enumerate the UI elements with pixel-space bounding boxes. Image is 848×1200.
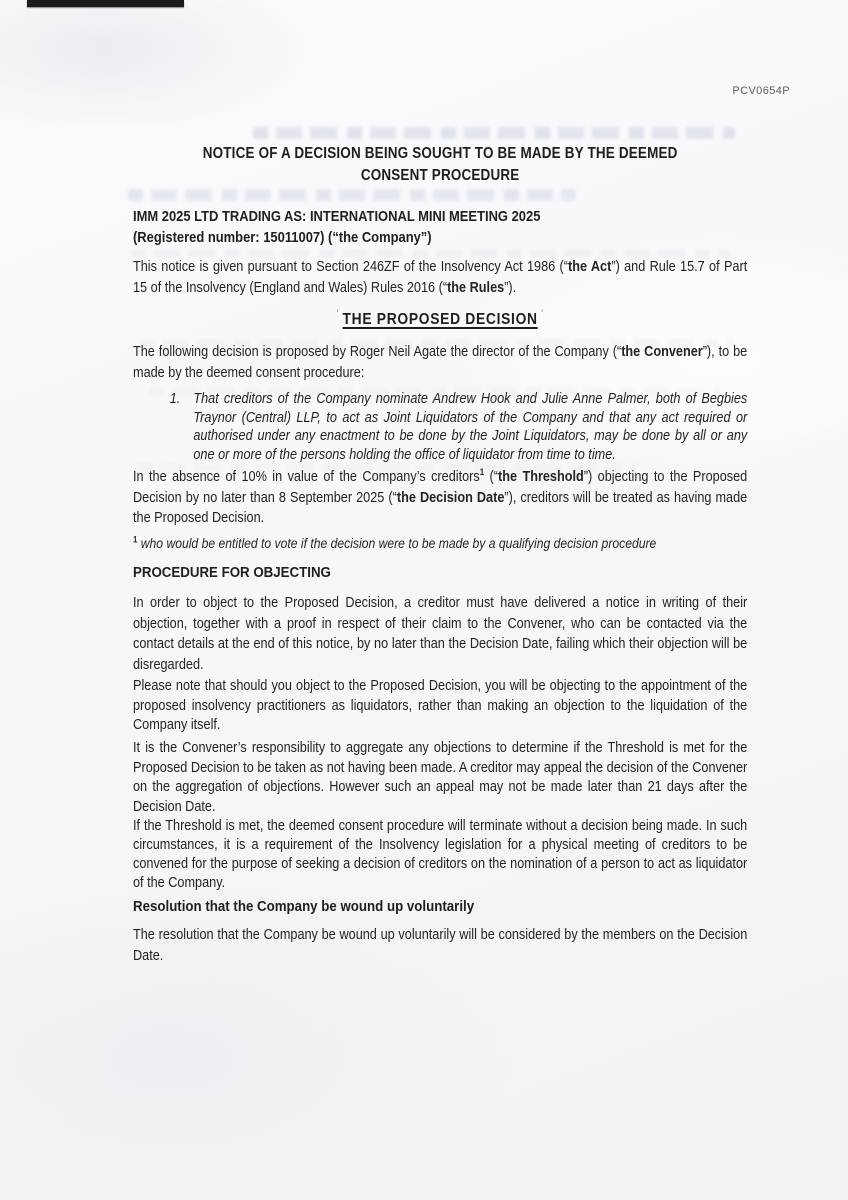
footnote-text: who would be entitled to vote if the decision were to be made by a qualifying decision procedure [137,535,657,551]
procedure-for-objecting-heading: PROCEDURE FOR OBJECTING [133,564,331,581]
footnote-reference: 1 [479,467,485,478]
company-name: IMM 2025 LTD TRADING AS: INTERNATIONAL MINI MEETING 2025 [133,209,541,225]
text-run: ”), to be made by the deemed consent procedure: [133,344,748,381]
text-run: ”), creditors will be treated as having made the Proposed Decision. [133,489,748,526]
scan-quote-artifact: ' [336,308,340,320]
objection-requirements-paragraph: In order to object to the Proposed Decision, a creditor must have delivered a notice in writing of their objection, together with a proof in respect of their claim to the Convener, who can be contacted via the contact details at the end of this notice, by no later than the Decision Date, failing which their objection will be disregarded. [133,595,748,673]
document-reference-code: PCV0654P [732,85,790,97]
proposed-decision-list [133,390,747,464]
text-run: In the absence of 10% in value of the Company’s creditors [133,469,480,485]
resolution-heading: Resolution that the Company be wound up voluntarily [133,898,475,915]
list-item [133,390,747,464]
text-run: ”) and Rule 15.7 of Part 15 of the Insolvency (England and Wales) Rules 2016 (“ [133,259,748,296]
bleed-through-artifact [253,127,735,139]
text-run: ”). [504,279,517,296]
footnote-marker: 1 [133,534,138,545]
bold-run: the Act [567,259,612,275]
proposed-decision-heading [133,309,747,332]
decision-intro-paragraph [133,342,747,383]
heading-text: THE PROPOSED DECISION [342,311,538,328]
title-line-1: NOTICE OF A DECISION BEING SOUGHT TO BE MADE BY THE DEEMED [202,145,678,162]
aggregation-appeal-paragraph: It is the Convener’s responsibility to aggregate any objections to determine if the Threshold is met for the Proposed Decision to be taken as not having been made. A creditor may appeal the decision of the Convener on the aggregation of objections. However such an appeal may not be made later than 21 days after the Decision Date. [133,740,748,815]
threshold-met-paragraph: If the Threshold is met, the deemed consent procedure will terminate without a decision being made. In such circumstances, it is a requirement of the Insolvency legislation for a physical meeting of creditors to be convened for the purpose of seeking a decision of creditors on the nomination of a person to act as liquidator of the Company. [133,818,748,891]
scan-quote-artifact: ' [541,308,544,320]
bleed-through-artifact [128,189,576,201]
bold-run: the Threshold [497,469,584,485]
scan-artifact-bar [27,0,184,7]
title-line-2: CONSENT PROCEDURE [360,167,520,184]
objection-scope-paragraph: Please note that should you object to the Proposed Decision, you will be objecting to the appointment of the proposed insolvency practitioners as liquidators, rather than making an objection to the liquidation of the Company itself. [133,678,748,733]
resolution-paragraph: The resolution that the Company be wound up voluntarily will be considered by the members on the Decision Date. [133,927,748,964]
list-item-text: That creditors of the Company nominate Andrew Hook and Julie Anne Palmer, both of Begbies Traynor (Central) LLP, to act as Joint Liquidators of the Company and that any act required or authorised under any enactment to be done by the Joint Liquidators, may be done by all or any one or more of the persons holding the office of liquidator from time to time. [193,391,748,463]
threshold-paragraph [133,467,747,529]
company-registration: (Registered number: 15011007) (“the Company”) [133,230,432,246]
text-run: This notice is given pursuant to Section 246ZF of the Insolvency Act 1986 (“ [133,259,568,275]
bold-run: the Decision Date [396,489,505,506]
bold-run: the Convener [621,344,703,360]
text-run: (“ [484,469,498,485]
bold-run: the Rules [447,279,505,296]
statutory-basis-paragraph [133,257,747,298]
text-run: ”) objecting to the Proposed Decision by no later than 8 September 2025 (“ [133,469,748,506]
document-title [133,143,747,187]
text-run: The following decision is proposed by Roger Neil Agate the director of the Company (“ [133,344,622,360]
company-heading [133,207,747,249]
footnote [133,533,747,553]
list-item-number: 1. [169,391,181,407]
